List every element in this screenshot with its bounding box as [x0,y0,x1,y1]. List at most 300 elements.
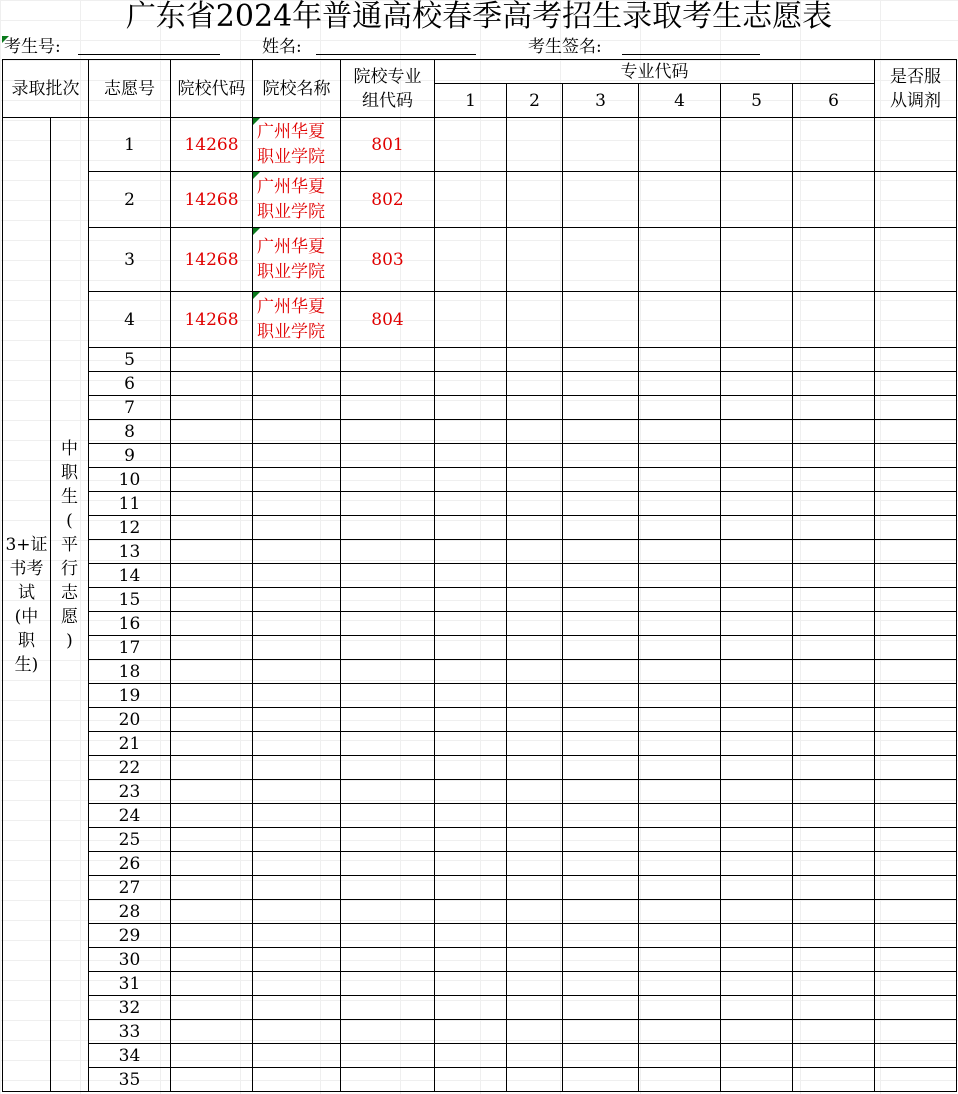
wish-number-cell[interactable]: 22 [89,756,171,780]
major-code-cell[interactable] [721,564,793,588]
group-code-cell[interactable] [341,756,435,780]
school-code-cell[interactable]: 14268 [171,292,253,348]
major-code-cell[interactable] [721,444,793,468]
adjust-cell[interactable] [875,372,957,396]
major-code-cell[interactable] [639,118,721,172]
major-code-cell[interactable] [563,876,639,900]
major-code-cell[interactable] [563,780,639,804]
group-code-cell[interactable] [341,372,435,396]
major-code-cell[interactable] [507,172,563,228]
major-code-cell[interactable] [507,660,563,684]
major-code-cell[interactable] [563,118,639,172]
major-code-cell[interactable] [435,660,507,684]
major-code-cell[interactable] [639,972,721,996]
major-code-cell[interactable] [639,172,721,228]
school-name-cell[interactable] [253,1068,341,1092]
major-code-cell[interactable] [507,732,563,756]
group-code-cell[interactable] [341,588,435,612]
school-code-cell[interactable] [171,1044,253,1068]
group-code-cell[interactable] [341,612,435,636]
group-code-cell[interactable] [341,1020,435,1044]
adjust-cell[interactable] [875,996,957,1020]
group-code-cell[interactable] [341,996,435,1020]
school-code-cell[interactable] [171,540,253,564]
major-code-cell[interactable] [507,612,563,636]
school-code-cell[interactable] [171,396,253,420]
school-name-cell[interactable] [253,396,341,420]
wish-number-cell[interactable]: 16 [89,612,171,636]
major-code-cell[interactable] [793,612,875,636]
group-code-cell[interactable] [341,948,435,972]
group-code-cell[interactable] [341,1044,435,1068]
school-name-cell[interactable] [253,172,341,228]
group-code-cell[interactable] [341,420,435,444]
school-name-cell[interactable] [253,540,341,564]
major-code-cell[interactable] [721,348,793,372]
major-code-cell[interactable] [639,1020,721,1044]
adjust-cell[interactable] [875,348,957,372]
adjust-cell[interactable] [875,684,957,708]
adjust-cell[interactable] [875,828,957,852]
major-code-cell[interactable] [793,804,875,828]
major-code-cell[interactable] [507,804,563,828]
group-code-cell[interactable]: 803 [341,228,435,292]
school-name-cell[interactable] [253,348,341,372]
major-code-cell[interactable] [507,396,563,420]
school-name-cell[interactable] [253,804,341,828]
major-code-cell[interactable] [563,660,639,684]
major-code-cell[interactable] [435,348,507,372]
group-code-cell[interactable] [341,900,435,924]
major-code-cell[interactable] [435,756,507,780]
school-code-cell[interactable] [171,1068,253,1092]
school-name-cell[interactable] [253,732,341,756]
school-code-cell[interactable] [171,1020,253,1044]
major-code-cell[interactable] [435,492,507,516]
adjust-cell[interactable] [875,972,957,996]
school-name-cell[interactable] [253,828,341,852]
school-code-cell[interactable] [171,564,253,588]
major-code-cell[interactable] [435,900,507,924]
major-code-cell[interactable] [563,588,639,612]
major-code-cell[interactable] [721,924,793,948]
major-code-cell[interactable] [563,708,639,732]
major-code-cell[interactable] [435,924,507,948]
major-code-cell[interactable] [639,228,721,292]
wish-number-cell[interactable]: 33 [89,1020,171,1044]
group-code-cell[interactable] [341,492,435,516]
adjust-cell[interactable] [875,1068,957,1092]
wish-number-cell[interactable]: 28 [89,900,171,924]
major-code-cell[interactable] [563,852,639,876]
group-code-cell[interactable] [341,564,435,588]
major-code-cell[interactable] [563,924,639,948]
wish-number-cell[interactable]: 25 [89,828,171,852]
major-code-cell[interactable] [793,468,875,492]
major-code-cell[interactable] [639,396,721,420]
major-code-cell[interactable] [563,172,639,228]
major-code-cell[interactable] [793,564,875,588]
adjust-cell[interactable] [875,852,957,876]
major-code-cell[interactable] [721,948,793,972]
major-code-cell[interactable] [721,468,793,492]
school-code-cell[interactable] [171,828,253,852]
major-code-cell[interactable] [639,828,721,852]
major-code-cell[interactable] [639,948,721,972]
major-code-cell[interactable] [793,396,875,420]
group-code-cell[interactable] [341,684,435,708]
major-code-cell[interactable] [435,780,507,804]
school-name-cell[interactable] [253,780,341,804]
school-code-cell[interactable] [171,492,253,516]
school-code-cell[interactable] [171,756,253,780]
adjust-cell[interactable] [875,396,957,420]
major-code-cell[interactable] [721,780,793,804]
major-code-cell[interactable] [639,804,721,828]
school-name-cell[interactable] [253,516,341,540]
major-code-cell[interactable] [563,828,639,852]
school-name-cell[interactable] [253,876,341,900]
major-code-cell[interactable] [435,1044,507,1068]
school-code-cell[interactable] [171,636,253,660]
major-code-cell[interactable] [507,708,563,732]
school-code-cell[interactable] [171,804,253,828]
school-name-cell[interactable] [253,684,341,708]
adjust-cell[interactable] [875,876,957,900]
group-code-cell[interactable] [341,468,435,492]
major-code-cell[interactable] [563,972,639,996]
major-code-cell[interactable] [793,636,875,660]
school-code-cell[interactable]: 14268 [171,228,253,292]
school-name-cell[interactable] [253,948,341,972]
major-code-cell[interactable] [435,708,507,732]
major-code-cell[interactable] [507,1020,563,1044]
major-code-cell[interactable] [639,708,721,732]
major-code-cell[interactable] [721,708,793,732]
wish-number-cell[interactable]: 4 [89,292,171,348]
major-code-cell[interactable] [435,948,507,972]
group-code-cell[interactable] [341,444,435,468]
major-code-cell[interactable] [507,292,563,348]
major-code-cell[interactable] [639,420,721,444]
major-code-cell[interactable] [793,444,875,468]
major-code-cell[interactable] [563,804,639,828]
major-code-cell[interactable] [721,1044,793,1068]
major-code-cell[interactable] [563,900,639,924]
major-code-cell[interactable] [639,612,721,636]
school-code-cell[interactable] [171,420,253,444]
major-code-cell[interactable] [435,612,507,636]
school-code-cell[interactable] [171,732,253,756]
major-code-cell[interactable] [507,118,563,172]
group-code-cell[interactable] [341,924,435,948]
adjust-cell[interactable] [875,420,957,444]
school-code-cell[interactable] [171,996,253,1020]
major-code-cell[interactable] [721,876,793,900]
major-code-cell[interactable] [563,564,639,588]
major-code-cell[interactable] [563,684,639,708]
group-code-cell[interactable] [341,972,435,996]
group-code-cell[interactable]: 804 [341,292,435,348]
wish-number-cell[interactable]: 27 [89,876,171,900]
group-code-cell[interactable] [341,828,435,852]
major-code-cell[interactable] [563,540,639,564]
major-code-cell[interactable] [563,228,639,292]
school-code-cell[interactable] [171,588,253,612]
wish-number-cell[interactable]: 7 [89,396,171,420]
adjust-cell[interactable] [875,900,957,924]
major-code-cell[interactable] [721,804,793,828]
group-code-cell[interactable] [341,1068,435,1092]
major-code-cell[interactable] [721,1020,793,1044]
school-code-cell[interactable] [171,660,253,684]
adjust-cell[interactable] [875,948,957,972]
major-code-cell[interactable] [563,396,639,420]
major-code-cell[interactable] [507,828,563,852]
major-code-cell[interactable] [793,972,875,996]
school-name-cell[interactable] [253,564,341,588]
group-code-cell[interactable] [341,852,435,876]
major-code-cell[interactable] [721,972,793,996]
major-code-cell[interactable] [435,588,507,612]
major-code-cell[interactable] [793,780,875,804]
major-code-cell[interactable] [435,996,507,1020]
major-code-cell[interactable] [721,420,793,444]
major-code-cell[interactable] [721,540,793,564]
wish-number-cell[interactable]: 32 [89,996,171,1020]
major-code-cell[interactable] [563,612,639,636]
major-code-cell[interactable] [507,228,563,292]
major-code-cell[interactable] [507,996,563,1020]
adjust-cell[interactable] [875,292,957,348]
group-code-cell[interactable] [341,876,435,900]
major-code-cell[interactable] [435,228,507,292]
adjust-cell[interactable] [875,588,957,612]
wish-number-cell[interactable]: 1 [89,118,171,172]
adjust-cell[interactable] [875,444,957,468]
group-code-cell[interactable] [341,540,435,564]
major-code-cell[interactable] [721,732,793,756]
major-code-cell[interactable] [721,900,793,924]
group-code-cell[interactable] [341,636,435,660]
group-code-cell[interactable] [341,348,435,372]
school-code-cell[interactable] [171,612,253,636]
major-code-cell[interactable] [435,804,507,828]
group-code-cell[interactable] [341,780,435,804]
group-code-cell[interactable]: 802 [341,172,435,228]
major-code-cell[interactable] [507,444,563,468]
major-code-cell[interactable] [639,444,721,468]
adjust-cell[interactable] [875,516,957,540]
major-code-cell[interactable] [793,828,875,852]
major-code-cell[interactable] [639,468,721,492]
major-code-cell[interactable] [435,1020,507,1044]
major-code-cell[interactable] [639,756,721,780]
wish-number-cell[interactable]: 2 [89,172,171,228]
major-code-cell[interactable] [793,292,875,348]
school-name-cell[interactable] [253,1044,341,1068]
major-code-cell[interactable] [435,372,507,396]
wish-number-cell[interactable]: 30 [89,948,171,972]
major-code-cell[interactable] [507,876,563,900]
major-code-cell[interactable] [507,348,563,372]
wish-number-cell[interactable]: 8 [89,420,171,444]
group-code-cell[interactable] [341,660,435,684]
major-code-cell[interactable] [563,444,639,468]
major-code-cell[interactable] [563,372,639,396]
major-code-cell[interactable] [639,732,721,756]
major-code-cell[interactable] [435,564,507,588]
major-code-cell[interactable] [435,516,507,540]
school-name-cell[interactable] [253,588,341,612]
school-code-cell[interactable] [171,876,253,900]
major-code-cell[interactable] [563,348,639,372]
adjust-cell[interactable] [875,636,957,660]
school-code-cell[interactable]: 14268 [171,172,253,228]
school-code-cell[interactable] [171,948,253,972]
wish-number-cell[interactable]: 19 [89,684,171,708]
major-code-cell[interactable] [721,828,793,852]
major-code-cell[interactable] [563,996,639,1020]
major-code-cell[interactable] [563,292,639,348]
school-name-cell[interactable] [253,612,341,636]
major-code-cell[interactable] [435,828,507,852]
major-code-cell[interactable] [507,924,563,948]
major-code-cell[interactable] [639,684,721,708]
adjust-cell[interactable] [875,804,957,828]
major-code-cell[interactable] [721,996,793,1020]
major-code-cell[interactable] [793,1068,875,1092]
major-code-cell[interactable] [793,948,875,972]
major-code-cell[interactable] [639,852,721,876]
adjust-cell[interactable] [875,732,957,756]
wish-number-cell[interactable]: 12 [89,516,171,540]
major-code-cell[interactable] [793,118,875,172]
group-code-cell[interactable]: 801 [341,118,435,172]
major-code-cell[interactable] [435,396,507,420]
school-name-cell[interactable] [253,756,341,780]
school-code-cell[interactable] [171,900,253,924]
adjust-cell[interactable] [875,118,957,172]
school-name-cell[interactable] [253,118,341,172]
school-code-cell[interactable] [171,372,253,396]
group-code-cell[interactable] [341,516,435,540]
adjust-cell[interactable] [875,660,957,684]
major-code-cell[interactable] [721,612,793,636]
school-code-cell[interactable] [171,348,253,372]
wish-number-cell[interactable]: 20 [89,708,171,732]
school-name-cell[interactable] [253,228,341,292]
major-code-cell[interactable] [639,516,721,540]
major-code-cell[interactable] [563,1044,639,1068]
major-code-cell[interactable] [507,900,563,924]
major-code-cell[interactable] [721,660,793,684]
major-code-cell[interactable] [435,684,507,708]
major-code-cell[interactable] [639,540,721,564]
school-code-cell[interactable] [171,516,253,540]
wish-number-cell[interactable]: 29 [89,924,171,948]
major-code-cell[interactable] [563,756,639,780]
major-code-cell[interactable] [563,1068,639,1092]
major-code-cell[interactable] [507,636,563,660]
major-code-cell[interactable] [639,876,721,900]
group-code-cell[interactable] [341,804,435,828]
major-code-cell[interactable] [435,852,507,876]
major-code-cell[interactable] [793,348,875,372]
major-code-cell[interactable] [435,1068,507,1092]
major-code-cell[interactable] [435,172,507,228]
school-name-cell[interactable] [253,420,341,444]
major-code-cell[interactable] [507,516,563,540]
wish-number-cell[interactable]: 23 [89,780,171,804]
major-code-cell[interactable] [639,588,721,612]
school-code-cell[interactable] [171,972,253,996]
major-code-cell[interactable] [639,292,721,348]
school-code-cell[interactable] [171,708,253,732]
major-code-cell[interactable] [721,684,793,708]
major-code-cell[interactable] [721,372,793,396]
wish-number-cell[interactable]: 11 [89,492,171,516]
wish-number-cell[interactable]: 10 [89,468,171,492]
major-code-cell[interactable] [721,636,793,660]
major-code-cell[interactable] [793,372,875,396]
major-code-cell[interactable] [435,636,507,660]
school-name-cell[interactable] [253,852,341,876]
school-name-cell[interactable] [253,444,341,468]
major-code-cell[interactable] [435,732,507,756]
adjust-cell[interactable] [875,1044,957,1068]
major-code-cell[interactable] [721,1068,793,1092]
major-code-cell[interactable] [639,492,721,516]
adjust-cell[interactable] [875,1020,957,1044]
major-code-cell[interactable] [563,420,639,444]
major-code-cell[interactable] [563,516,639,540]
major-code-cell[interactable] [721,852,793,876]
major-code-cell[interactable] [435,444,507,468]
major-code-cell[interactable] [793,660,875,684]
major-code-cell[interactable] [793,732,875,756]
major-code-cell[interactable] [793,900,875,924]
school-name-cell[interactable] [253,468,341,492]
wish-number-cell[interactable]: 26 [89,852,171,876]
major-code-cell[interactable] [563,732,639,756]
major-code-cell[interactable] [793,228,875,292]
school-code-cell[interactable] [171,444,253,468]
adjust-cell[interactable] [875,172,957,228]
major-code-cell[interactable] [639,900,721,924]
wish-number-cell[interactable]: 9 [89,444,171,468]
major-code-cell[interactable] [639,924,721,948]
wish-number-cell[interactable]: 24 [89,804,171,828]
adjust-cell[interactable] [875,564,957,588]
school-code-cell[interactable] [171,684,253,708]
signature-field[interactable] [622,54,760,55]
wish-number-cell[interactable]: 18 [89,660,171,684]
major-code-cell[interactable] [507,756,563,780]
major-code-cell[interactable] [435,118,507,172]
major-code-cell[interactable] [435,468,507,492]
major-code-cell[interactable] [507,780,563,804]
major-code-cell[interactable] [793,876,875,900]
school-name-cell[interactable] [253,636,341,660]
major-code-cell[interactable] [507,468,563,492]
major-code-cell[interactable] [793,516,875,540]
major-code-cell[interactable] [639,636,721,660]
major-code-cell[interactable] [639,660,721,684]
major-code-cell[interactable] [639,348,721,372]
wish-number-cell[interactable]: 6 [89,372,171,396]
major-code-cell[interactable] [793,684,875,708]
